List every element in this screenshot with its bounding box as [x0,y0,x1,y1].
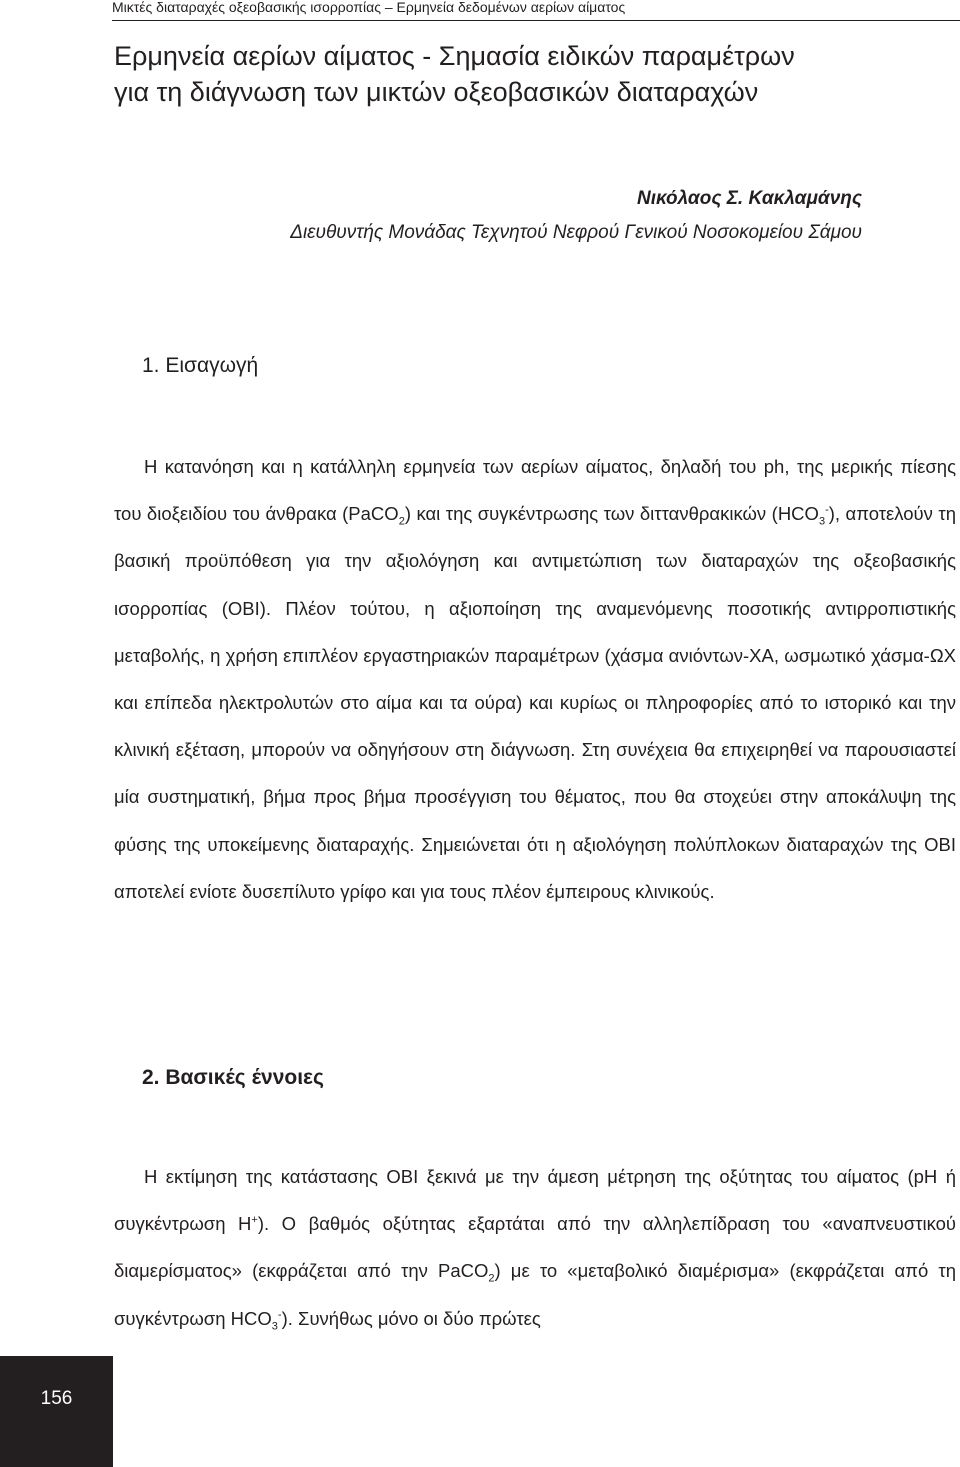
subscript: 3 [271,1320,278,1333]
running-header [112,0,960,21]
section-2-heading: 2. Βασικές έννοιες [142,1066,324,1089]
page-number: 156 [40,1388,73,1409]
subscript: 2 [488,1273,495,1286]
section-2-paragraph: Η εκτίμηση της κατάστασης ΟΒΙ ξεκινά με την άμεση μέτρηση της οξύτητας του αίματος (pH ή συγκέντρωση Η+). Ο βαθμός οξύτητας εξαρτάται από την αλληλεπίδραση του «αναπνευστικού διαμερίσματος» (εκφράζεται από την PaCO$_2$) με το «μεταβολικό διαμέρισμα» (εκφράζεται από τη συγκέντρωση $HCO_3^-$). Συνήθως μόνο οι δύο πρώτες [114,1166,956,1333]
author-affiliation: Διευθυντής Μονάδας Τεχνητού Νεφρού Γενικού Νοσοκομείου Σάμου [290,222,862,243]
article-title-line-1: Ερμηνεία αερίων αίματος - Σημασία ειδικών παραμέτρων [114,41,795,71]
page-number-box [0,1356,113,1467]
author-name: Νικόλαος Σ. Κακλαμάνης [637,188,862,209]
article-title-line-2: για τη διάγνωση των μικτών οξεοβασικών διαταραχών [114,77,759,107]
author-block [290,182,862,250]
subscript: 3 [818,515,826,528]
subscript: 2 [398,515,405,528]
running-title: Μικτές διαταραχές οξεοβασικής ισορροπίας – Ερμηνεία δεδομένων αερίων αίματος [112,0,626,15]
superscript: - [277,1308,282,1321]
superscript: + [251,1214,258,1227]
superscript: - [825,504,829,517]
section-1-paragraph: Η κατανόηση και η κατάλληλη ερμηνεία των αερίων αίματος, δηλαδή του ph, της μερικής πίεσης του διοξειδίου του άνθρακα (PaCO$_2$) και της συγκέντρωσης των διττανθρακικών $(HCO_3^-)$, αποτελούν τη βασική προϋπόθεση για την αξιολόγηση και αντιμετώπιση των διαταραχών της οξεοβασικής ισορροπίας (ΟΒΙ). Πλέον τούτου, η αξιοποίηση της αναμενόμενης ποσοτικής αντιρροπιστικής μεταβολής, η χρήση επιπλέον εργαστηριακών παραμέτρων (χάσμα ανιόντων-ΧΑ, ωσμωτικό χάσμα-ΩΧ και επίπεδα ηλεκτρολυτών στο αίμα και τα ούρα) και κυρίως οι πληροφορίες από το ιστορικό και την κλινική εξέταση, μπορούν να οδηγήσουν στη διάγνωση. Στη συνέχεια θα επιχειρηθεί να παρουσιαστεί μία συστηματική, βήμα προς βήμα προσέγγιση του θέματος, που θα στοχεύει στην αποκάλυψη της φύσης της υποκείμενης διαταραχής. Σημειώνεται ότι η αξιολόγηση πολύπλοκων διαταραχών της ΟΒΙ αποτελεί ενίοτε δυσεπίλυτο γρίφο και για τους πλέον έμπειρους κλινικούς. [114,456,956,902]
article-title [114,38,914,110]
section-1-heading: 1. Εισαγωγή [142,354,259,377]
